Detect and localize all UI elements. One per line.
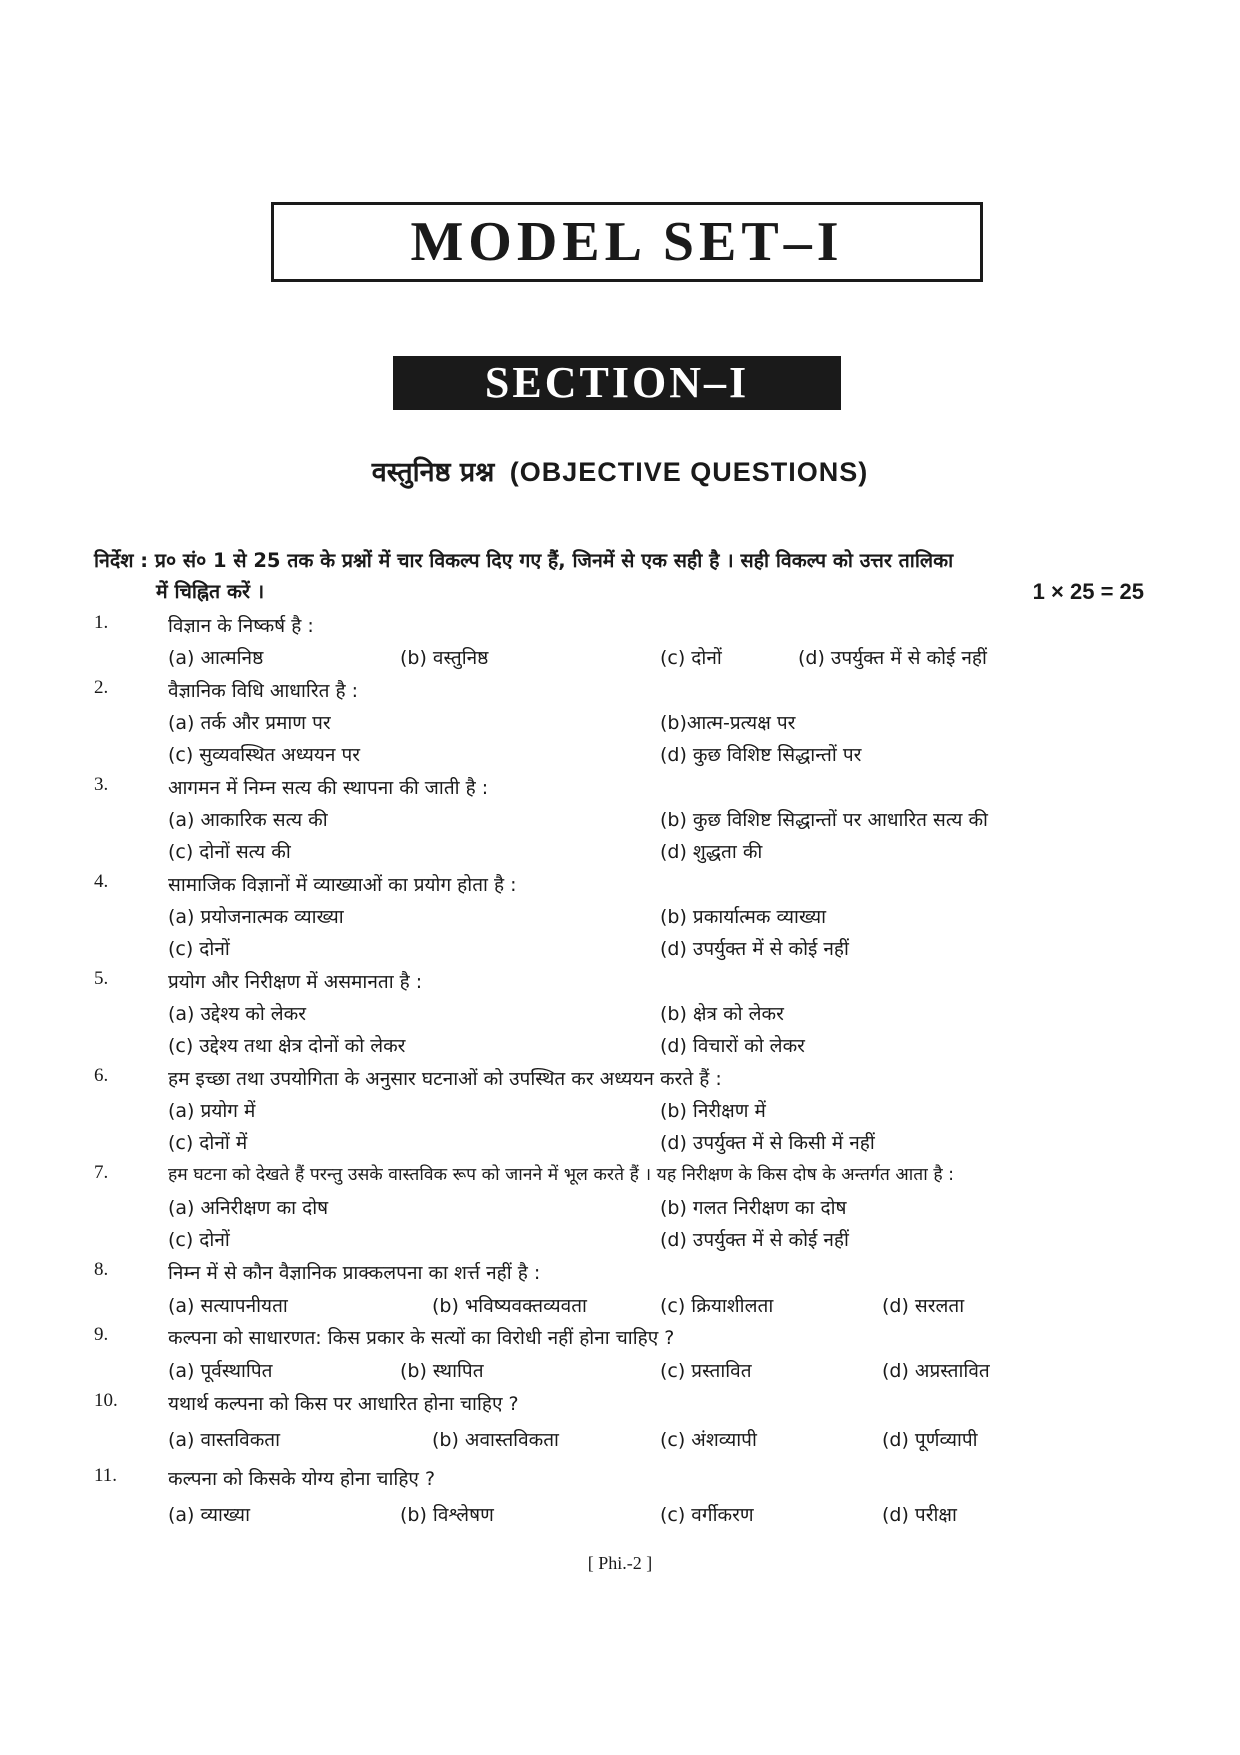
option-a: (a) तर्क और प्रमाण पर bbox=[168, 712, 331, 734]
question-number: 11. bbox=[94, 1465, 118, 1486]
option-b: (b) कुछ विशिष्ट सिद्धान्तों पर आधारित सत्य की bbox=[660, 809, 988, 831]
model-set-title: MODEL SET–I bbox=[410, 211, 844, 273]
question-text: आगमन में निम्न सत्य की स्थापना की जाती है : bbox=[168, 777, 489, 799]
option-a: (a) उद्देश्य को लेकर bbox=[168, 1003, 307, 1025]
option-a: (a) पूर्वस्थापित bbox=[168, 1360, 273, 1382]
option-b: (b) विश्लेषण bbox=[400, 1504, 494, 1526]
option-c: (c) क्रियाशीलता bbox=[660, 1295, 774, 1317]
option-d: (d) कुछ विशिष्ट सिद्धान्तों पर bbox=[660, 744, 862, 766]
option-b: (b) क्षेत्र को लेकर bbox=[660, 1003, 784, 1025]
subtitle-hindi: वस्तुनिष्ठ प्रश्न bbox=[371, 457, 495, 488]
question-number: 3. bbox=[94, 774, 109, 795]
option-b: (b) वस्तुनिष्ठ bbox=[400, 647, 489, 669]
question-text: निम्न में से कौन वैज्ञानिक प्राक्कलपना का शर्त्त नहीं है : bbox=[168, 1262, 541, 1284]
option-c: (c) दोनों सत्य की bbox=[168, 841, 291, 863]
option-b: (b) अवास्तविकता bbox=[432, 1429, 559, 1451]
option-c: (c) वर्गीकरण bbox=[660, 1504, 754, 1526]
option-d: (d) अप्रस्तावित bbox=[882, 1360, 990, 1382]
question-text: हम घटना को देखते हैं परन्तु उसके वास्तविक रूप को जानने में भूल करते हैं । यह निरीक्षण के किस दोष के अन्तर्गत आता है : bbox=[168, 1165, 955, 1185]
question-number: 7. bbox=[94, 1162, 109, 1183]
option-b: (b) प्रकार्यात्मक व्याख्या bbox=[660, 906, 827, 928]
question-number: 2. bbox=[94, 677, 109, 698]
question-number: 1. bbox=[94, 612, 109, 633]
question-text: सामाजिक विज्ञानों में व्याख्याओं का प्रयोग होता है : bbox=[168, 874, 517, 896]
question-text: विज्ञान के निष्कर्ष है : bbox=[168, 615, 314, 637]
instruction-line-2: में चिह्नित करें । bbox=[156, 580, 265, 603]
option-b: (b) गलत निरीक्षण का दोष bbox=[660, 1197, 847, 1219]
option-d: (d) सरलता bbox=[882, 1295, 965, 1317]
option-c: (c) दोनों bbox=[660, 647, 722, 669]
option-c: (c) प्रस्तावित bbox=[660, 1360, 752, 1382]
option-c: (c) दोनों bbox=[168, 1229, 230, 1251]
subtitle-english: (OBJECTIVE QUESTIONS) bbox=[509, 457, 869, 487]
instruction-line-1: निर्देश : प्र० सं० 1 से 25 तक के प्रश्नों में चार विकल्प दिए गए हैं, जिनमें से एक सही है । सही विकल्प को उत्तर तालिका bbox=[94, 549, 954, 572]
question-text: वैज्ञानिक विधि आधारित है : bbox=[168, 680, 359, 702]
option-b: (b) निरीक्षण में bbox=[660, 1100, 766, 1122]
option-c: (c) सुव्यवस्थित अध्ययन पर bbox=[168, 744, 361, 766]
option-d: (d) उपर्युक्त में से कोई नहीं bbox=[660, 938, 849, 960]
option-d: (d) उपर्युक्त में से किसी में नहीं bbox=[660, 1132, 875, 1154]
question-number: 6. bbox=[94, 1065, 109, 1086]
option-b: (b) भविष्यवक्तव्यवता bbox=[432, 1295, 587, 1317]
option-a: (a) प्रयोजनात्मक व्याख्या bbox=[168, 906, 344, 928]
section-banner bbox=[393, 356, 841, 410]
question-number: 8. bbox=[94, 1259, 109, 1280]
option-c: (c) उद्देश्य तथा क्षेत्र दोनों को लेकर bbox=[168, 1035, 406, 1057]
option-b: (b) स्थापित bbox=[400, 1360, 484, 1382]
model-set-title-box bbox=[271, 202, 983, 282]
marks-formula: 1 × 25 = 25 bbox=[1032, 579, 1144, 604]
option-a: (a) अनिरीक्षण का दोष bbox=[168, 1197, 329, 1219]
question-text: प्रयोग और निरीक्षण में असमानता है : bbox=[168, 971, 423, 993]
option-a: (a) आकारिक सत्य की bbox=[168, 809, 328, 831]
option-d: (d) उपर्युक्त में से कोई नहीं bbox=[660, 1229, 849, 1251]
option-c: (c) दोनों में bbox=[168, 1132, 248, 1154]
option-a: (a) प्रयोग में bbox=[168, 1100, 256, 1122]
option-d: (d) शुद्धता की bbox=[660, 841, 763, 863]
question-text: हम इच्छा तथा उपयोगिता के अनुसार घटनाओं को उपस्थित कर अध्ययन करते हैं : bbox=[168, 1068, 722, 1090]
option-d: (d) परीक्षा bbox=[882, 1504, 957, 1526]
option-a: (a) सत्यापनीयता bbox=[168, 1295, 288, 1317]
question-number: 9. bbox=[94, 1324, 109, 1345]
subtitle bbox=[0, 452, 1240, 489]
option-b: (b)आत्म-प्रत्यक्ष पर bbox=[660, 712, 796, 734]
option-d: (d) उपर्युक्त में से कोई नहीं bbox=[798, 647, 987, 669]
option-a: (a) व्याख्या bbox=[168, 1504, 251, 1526]
option-c: (c) अंशव्यापी bbox=[660, 1429, 757, 1451]
option-d: (d) पूर्णव्यापी bbox=[882, 1429, 978, 1451]
option-c: (c) दोनों bbox=[168, 938, 230, 960]
instructions bbox=[94, 545, 1144, 607]
option-a: (a) आत्मनिष्ठ bbox=[168, 647, 264, 669]
section-title: SECTION–I bbox=[484, 358, 750, 407]
question-text: कल्पना को साधारणत: किस प्रकार के सत्यों का विरोधी नहीं होना चाहिए ? bbox=[168, 1327, 675, 1349]
question-number: 5. bbox=[94, 968, 109, 989]
question-number: 10. bbox=[94, 1390, 118, 1411]
question-text: कल्पना को किसके योग्य होना चाहिए ? bbox=[168, 1468, 436, 1490]
option-a: (a) वास्तविकता bbox=[168, 1429, 281, 1451]
question-number: 4. bbox=[94, 871, 109, 892]
option-d: (d) विचारों को लेकर bbox=[660, 1035, 805, 1057]
question-text: यथार्थ कल्पना को किस पर आधारित होना चाहिए ? bbox=[168, 1393, 519, 1415]
page-footer: [ Phi.-2 ] bbox=[587, 1553, 653, 1573]
